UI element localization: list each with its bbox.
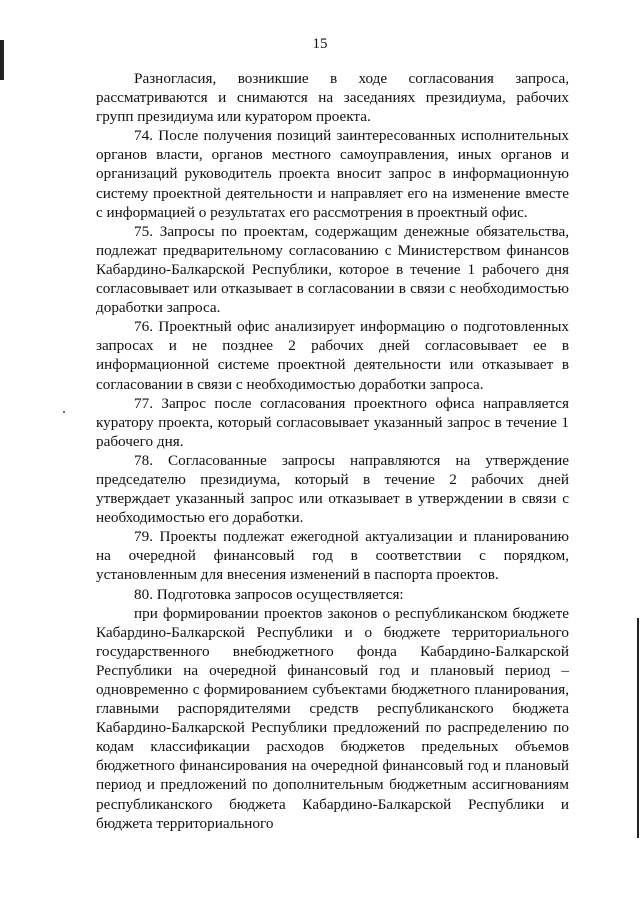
paragraph: при формировании проектов законов о республиканском бюджете Кабардино-Балкарской Республики и о бюджете территориального государственного внебюджетного фонда Кабардино-Балкарской Республики на очередной финансовый год и плановый период – одновременно с формированием субъектами бюджетного планирования, главными распорядителями средств республиканского бюджета Кабардино-Балкарской Республики предложений по распределению по кодам классификации расходов бюджетов предельных объемов бюджетного финансирования на очередной финансовый год и плановый период и предложений по дополнительным бюджетным ассигнованиям республиканского бюджета Кабардино-Балкарской Республики и бюджета территориального (96, 604, 569, 832)
right-edge-scan-mark (637, 618, 639, 838)
paragraph: 75. Запросы по проектам, содержащим денежные обязательства, подлежат предварительному согласованию с Министерством финансов Кабардино-Балкарской Республики, которое в течение 1 рабочего дня согласовывает или отказывает в согласовании в связи с необходимостью доработки запроса. (96, 222, 569, 317)
paragraph: 78. Согласованные запросы направляются на утверждение председателю президиума, который в течение 2 рабочих дней утверждает указанный запрос или отказывает в утверждении в связи с необходимостью его доработки. (96, 451, 569, 527)
paragraph: 74. После получения позиций заинтересованных исполнительных органов власти, органов местного самоуправления, иных органов и организаций руководитель проекта вносит запрос в информационную систему проектной деятельности и направляет его на изменение вместе с информацией о результатах его рассмотрения в проектный офис. (96, 127, 569, 221)
paragraph: 76. Проектный офис анализирует информацию о подготовленных запросах и не позднее 2 рабочих дней согласовывает ее в информационной системе проектной деятельности или отказывает в согласовании в связи с необходимостью доработки запроса. (96, 318, 569, 393)
paragraph: 79. Проекты подлежат ежегодной актуализации и планированию на очередной финансовый год в соответствии с порядком, установленным для внесения изменений в паспорта проектов. (96, 528, 569, 584)
page-number: 15 (312, 36, 328, 52)
document-body (96, 69, 569, 833)
paragraph: 77. Запрос после согласования проектного офиса направляется куратору проекта, который согласовывает указанный запрос в течение 1 рабочего дня. (96, 394, 569, 450)
scan-dot (63, 411, 65, 413)
left-edge-scan-mark (0, 40, 4, 80)
paragraph: Разногласия, возникшие в ходе согласования запроса, рассматриваются и снимаются на заседаниях президиума, рабочих групп президиума или куратором проекта. (96, 70, 569, 126)
paragraph: 80. Подготовка запросов осуществляется: (134, 585, 404, 603)
